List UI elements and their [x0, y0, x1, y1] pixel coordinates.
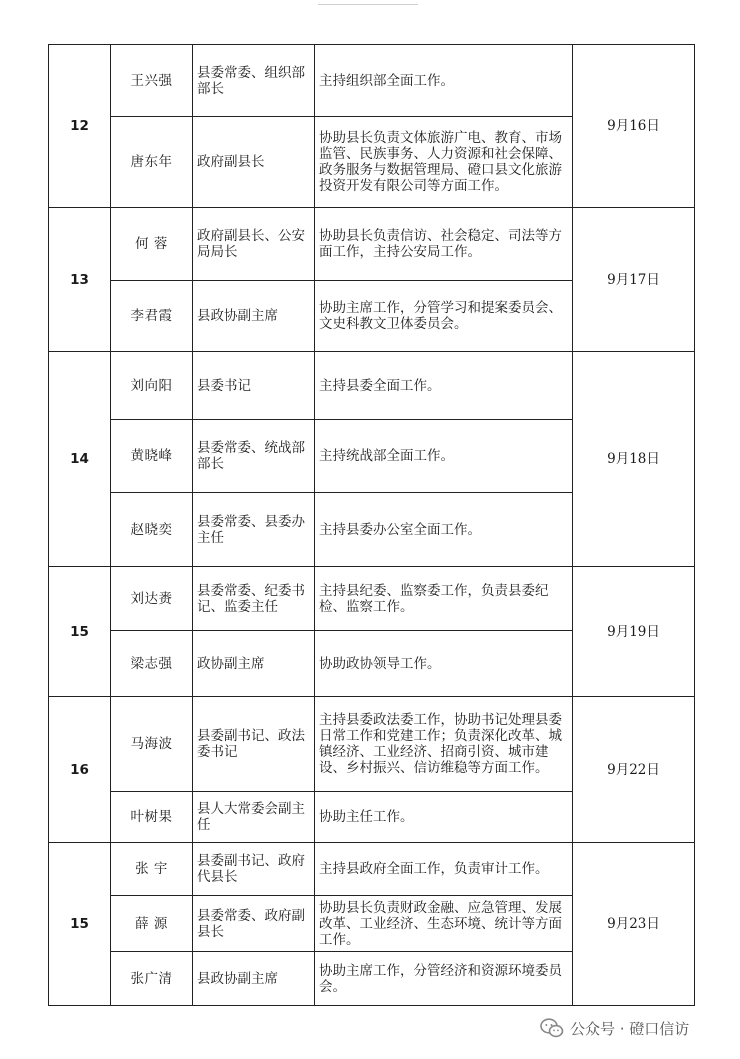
table-row	[49, 567, 695, 631]
official-name: 唐东年	[111, 117, 193, 208]
group-number: 15	[49, 843, 111, 1006]
official-title: 政府副县长、公安局局长	[193, 208, 315, 281]
official-title: 县委常委、政府副县长	[193, 896, 315, 952]
footer-watermark	[540, 1014, 689, 1042]
official-title: 县委常委、纪委书记、监委主任	[193, 567, 315, 631]
official-name: 张广清	[111, 952, 193, 1006]
table-row	[49, 843, 695, 896]
schedule-table	[48, 44, 695, 1006]
official-duty: 协助县长负责文体旅游广电、教育、市场监管、民族事务、人力资源和社会保障、政务服务与数据管理局、磴口县文化旅游投资开发有限公司等方面工作。	[315, 117, 573, 208]
official-duty: 主持县政府全面工作，负责审计工作。	[315, 843, 573, 896]
official-title: 县委副书记、政府代县长	[193, 843, 315, 896]
official-name: 李君霞	[111, 281, 193, 352]
official-title: 县政协副主席	[193, 281, 315, 352]
official-name: 刘向阳	[111, 352, 193, 420]
group-number: 12	[49, 45, 111, 208]
wechat-icon	[540, 1017, 564, 1039]
table-row	[49, 208, 695, 281]
official-name: 王兴强	[111, 45, 193, 117]
table-row	[49, 697, 695, 792]
official-title: 县委书记	[193, 352, 315, 420]
reception-date: 9月19日	[573, 567, 695, 697]
group-number: 13	[49, 208, 111, 352]
official-title: 县人大常委会副主任	[193, 792, 315, 843]
reception-date: 9月18日	[573, 352, 695, 567]
official-duty: 协助主席工作，分管学习和提案委员会、文史科教文卫体委员会。	[315, 281, 573, 352]
reception-date: 9月17日	[573, 208, 695, 352]
official-name: 刘达赉	[111, 567, 193, 631]
official-duty: 协助政协领导工作。	[315, 631, 573, 697]
official-name: 薛 源	[111, 896, 193, 952]
table-row	[49, 352, 695, 420]
official-name: 何 蓉	[111, 208, 193, 281]
official-name: 马海波	[111, 697, 193, 792]
official-title: 县政协副主席	[193, 952, 315, 1006]
official-title: 县委常委、组织部部长	[193, 45, 315, 117]
official-name: 赵晓奕	[111, 493, 193, 567]
official-title: 县委常委、县委办主任	[193, 493, 315, 567]
reception-date: 9月22日	[573, 697, 695, 843]
footer-account: 公众号 · 磴口信访	[570, 1019, 690, 1038]
group-number: 14	[49, 352, 111, 567]
official-title: 政府副县长	[193, 117, 315, 208]
official-duty: 主持县委政法委工作，协助书记处理县委日常工作和党建工作；负责深化改革、城镇经济、工业经济、招商引资、城市建设、乡村振兴、信访维稳等方面工作。	[315, 697, 573, 792]
official-name: 黄晓峰	[111, 420, 193, 493]
official-title: 县委常委、统战部部长	[193, 420, 315, 493]
official-title: 县委副书记、政法委书记	[193, 697, 315, 792]
official-name: 张 宇	[111, 843, 193, 896]
top-divider	[318, 0, 418, 5]
official-duty: 主持县纪委、监察委工作，负责县委纪检、监察工作。	[315, 567, 573, 631]
official-duty: 主持县委全面工作。	[315, 352, 573, 420]
official-duty: 主持统战部全面工作。	[315, 420, 573, 493]
group-number: 16	[49, 697, 111, 843]
official-name: 叶树果	[111, 792, 193, 843]
official-title: 政协副主席	[193, 631, 315, 697]
group-number: 15	[49, 567, 111, 697]
official-duty: 协助县长负责财政金融、应急管理、发展改革、工业经济、生态环境、统计等方面工作。	[315, 896, 573, 952]
reception-date: 9月16日	[573, 45, 695, 208]
official-duty: 协助主席工作，分管经济和资源环境委员会。	[315, 952, 573, 1006]
table-row	[49, 45, 695, 117]
official-duty: 协助县长负责信访、社会稳定、司法等方面工作，主持公安局工作。	[315, 208, 573, 281]
reception-date: 9月23日	[573, 843, 695, 1006]
official-duty: 主持县委办公室全面工作。	[315, 493, 573, 567]
official-duty: 主持组织部全面工作。	[315, 45, 573, 117]
official-name: 梁志强	[111, 631, 193, 697]
official-duty: 协助主任工作。	[315, 792, 573, 843]
